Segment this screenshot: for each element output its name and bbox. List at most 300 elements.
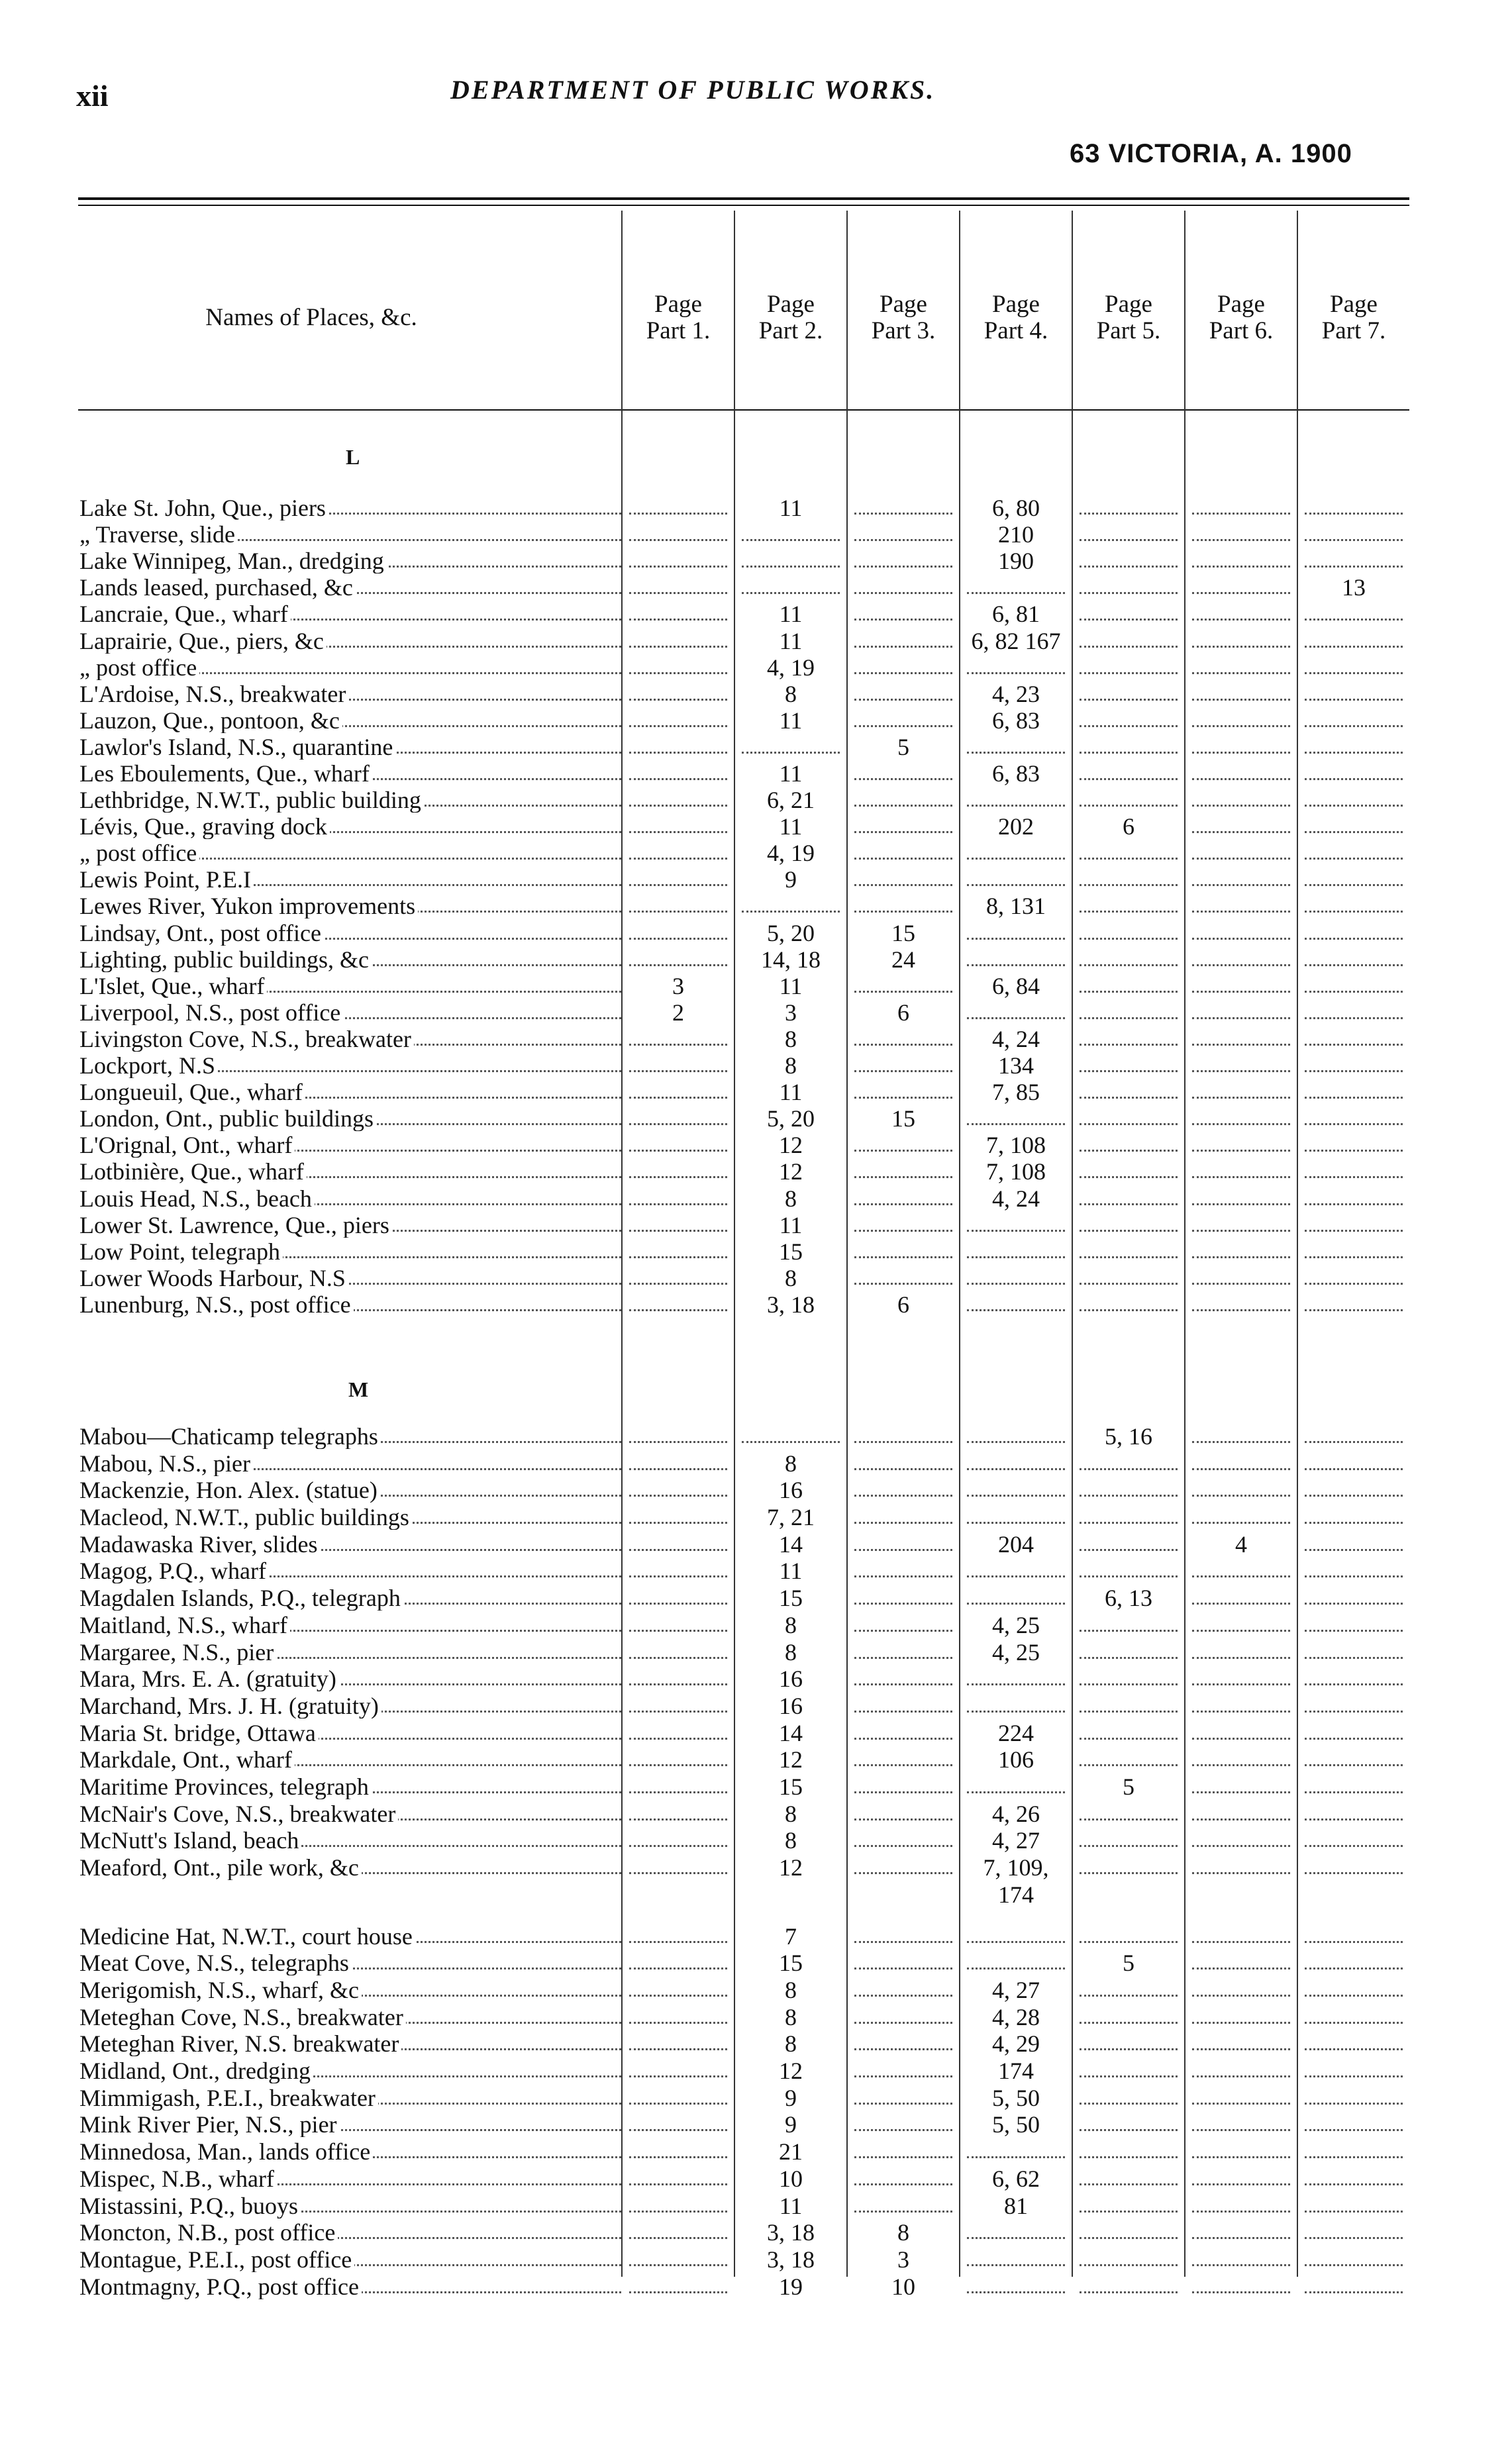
page-ref-part-7 bbox=[1299, 1801, 1408, 1826]
page-ref-part-4 bbox=[962, 2139, 1070, 2164]
index-row bbox=[0, 814, 1512, 839]
leader-dots bbox=[1080, 1764, 1178, 1766]
leader-dots bbox=[967, 1283, 1065, 1285]
page-ref-part-2: 8 bbox=[785, 1053, 797, 1078]
page-ref-part-6 bbox=[1187, 1266, 1295, 1291]
leader-dots bbox=[629, 592, 727, 594]
leader-dots bbox=[1305, 2129, 1403, 2131]
index-row bbox=[0, 1585, 1512, 1611]
leader-dots bbox=[1305, 566, 1403, 568]
page-ref-part-1 bbox=[624, 1801, 732, 1826]
page-ref-part-5 bbox=[1074, 2058, 1183, 2083]
index-row bbox=[0, 1159, 1512, 1184]
leader-dots bbox=[1080, 1845, 1178, 1847]
leader-dots bbox=[1080, 1995, 1178, 1997]
page-ref-part-7 bbox=[1299, 1106, 1408, 1131]
leader-dots bbox=[1192, 1657, 1290, 1659]
page-ref-part-5: 5 bbox=[1123, 1950, 1134, 1975]
page-ref-part-4: 210 bbox=[998, 522, 1034, 547]
leader-dots bbox=[1305, 1764, 1403, 1766]
place-name-text: „ post office bbox=[79, 655, 199, 680]
page-ref-part-3 bbox=[849, 2005, 958, 2030]
page-ref-part-5 bbox=[1074, 973, 1183, 999]
leader-dots bbox=[629, 1283, 727, 1285]
top-double-rule-a bbox=[78, 197, 1409, 200]
page-ref-part-6 bbox=[1187, 1159, 1295, 1184]
leader-dots bbox=[1305, 725, 1403, 727]
page-ref-part-4: 81 bbox=[1004, 2193, 1028, 2218]
page-ref-part-4 bbox=[962, 1424, 1070, 1449]
place-name bbox=[79, 921, 621, 946]
page-ref-part-4 bbox=[962, 1558, 1070, 1583]
page-ref-part-5 bbox=[1074, 708, 1183, 733]
leader-dots bbox=[629, 1097, 727, 1099]
page-ref-part-2 bbox=[736, 1424, 845, 1449]
page-ref-part-7 bbox=[1299, 787, 1408, 813]
page-ref-part-7 bbox=[1299, 1292, 1408, 1317]
place-name bbox=[79, 2220, 621, 2245]
leader-dots bbox=[1192, 2291, 1290, 2293]
place-name bbox=[79, 628, 621, 654]
leader-dots bbox=[1192, 752, 1290, 754]
leader-dots bbox=[1305, 1441, 1403, 1443]
leader-dots bbox=[1080, 672, 1178, 674]
page-ref-part-5: 6 bbox=[1123, 814, 1134, 839]
place-name-text: Montmagny, P.Q., post office bbox=[79, 2274, 362, 2299]
page-ref-part-1 bbox=[624, 1693, 732, 1719]
place-name bbox=[79, 1213, 621, 1238]
leader-dots bbox=[854, 2211, 952, 2213]
page-ref-part-3 bbox=[849, 1266, 958, 1291]
page-ref-part-6 bbox=[1187, 1026, 1295, 1052]
place-name bbox=[79, 522, 621, 547]
place-name-text: Les Eboulements, Que., wharf bbox=[79, 761, 372, 786]
leader-dots bbox=[1080, 1256, 1178, 1258]
page-ref-part-3 bbox=[849, 522, 958, 547]
page-ref-part-1 bbox=[624, 655, 732, 680]
page-ref-part-3 bbox=[849, 575, 958, 600]
column-header-part-6: Page Part 6. bbox=[1209, 291, 1274, 344]
leader-dots bbox=[629, 1995, 727, 1997]
place-name bbox=[79, 1882, 621, 1907]
place-name bbox=[79, 1292, 621, 1317]
page-ref-part-6 bbox=[1187, 708, 1295, 733]
place-name bbox=[79, 893, 621, 919]
page-ref-part-6 bbox=[1187, 2166, 1295, 2191]
page-ref-part-6 bbox=[1187, 1774, 1295, 1799]
page-ref-part-4 bbox=[962, 1505, 1070, 1530]
page-ref-part-2: 5, 20 bbox=[767, 1106, 815, 1131]
page-ref-part-4 bbox=[962, 1292, 1070, 1317]
leader-dots bbox=[854, 1764, 952, 1766]
leader-dots bbox=[629, 699, 727, 701]
place-name-text: L'Islet, Que., wharf bbox=[79, 973, 267, 999]
page-ref-part-5 bbox=[1074, 947, 1183, 972]
leader-dots bbox=[629, 2022, 727, 2024]
place-name-text: McNutt's Island, beach bbox=[79, 1828, 301, 1853]
place-name bbox=[79, 1186, 621, 1211]
page-ref-part-4 bbox=[962, 1266, 1070, 1291]
page-ref-part-4: 8, 131 bbox=[986, 893, 1046, 919]
leader-dots bbox=[1080, 1941, 1178, 1943]
page-ref-part-7 bbox=[1299, 2058, 1408, 2083]
leader-dots bbox=[854, 2022, 952, 2024]
page-ref-part-1 bbox=[624, 1053, 732, 1078]
leader-dots bbox=[1080, 2264, 1178, 2266]
index-row bbox=[0, 761, 1512, 786]
page-ref-part-5 bbox=[1074, 548, 1183, 573]
page-ref-part-1: 3 bbox=[672, 973, 684, 999]
leader-dots bbox=[1305, 911, 1403, 913]
page-ref-part-5 bbox=[1074, 628, 1183, 654]
leader-dots bbox=[854, 1070, 952, 1072]
leader-dots bbox=[1080, 1872, 1178, 1874]
leader-dots bbox=[854, 1630, 952, 1632]
leader-dots bbox=[1192, 1070, 1290, 1072]
page-ref-part-1 bbox=[624, 1505, 732, 1530]
leader-dots bbox=[629, 1818, 727, 1820]
page-ref-part-1 bbox=[624, 2005, 732, 2030]
page-ref-part-6 bbox=[1187, 2058, 1295, 2083]
leader-dots bbox=[854, 1522, 952, 1524]
page-ref-part-4 bbox=[962, 1213, 1070, 1238]
page-ref-part-5 bbox=[1074, 1000, 1183, 1025]
leader-dots bbox=[1080, 646, 1178, 648]
leader-dots bbox=[629, 672, 727, 674]
place-name-text: Lands leased, purchased, &c bbox=[79, 575, 356, 600]
page-ref-part-5 bbox=[1074, 1106, 1183, 1131]
leader-dots bbox=[1305, 1283, 1403, 1285]
page-ref-part-4 bbox=[962, 1106, 1070, 1131]
page-ref-part-2 bbox=[736, 734, 845, 760]
page-ref-part-1 bbox=[624, 2085, 732, 2111]
page-ref-part-2: 8 bbox=[785, 2031, 797, 2056]
page-ref-part-7 bbox=[1299, 1774, 1408, 1799]
leader-dots bbox=[1305, 1150, 1403, 1152]
leader-dots bbox=[1192, 964, 1290, 966]
page-ref-part-7 bbox=[1299, 2220, 1408, 2245]
place-name-text: Louis Head, N.S., beach bbox=[79, 1186, 315, 1211]
page-ref-part-5 bbox=[1074, 522, 1183, 547]
column-header-part-4: Page Part 4. bbox=[983, 291, 1048, 344]
leader-dots bbox=[1080, 1230, 1178, 1232]
leader-dots bbox=[742, 911, 840, 913]
page-ref-part-7 bbox=[1299, 1505, 1408, 1530]
leader-dots bbox=[629, 1123, 727, 1125]
place-name-text: Lockport, N.S bbox=[79, 1053, 218, 1078]
index-row bbox=[0, 522, 1512, 547]
leader-dots bbox=[742, 539, 840, 541]
page-ref-part-4: 174 bbox=[998, 2058, 1034, 2083]
page-ref-part-2: 12 bbox=[779, 2058, 803, 2083]
page-ref-part-6 bbox=[1187, 1477, 1295, 1503]
page-ref-part-6 bbox=[1187, 522, 1295, 547]
page-ref-part-7 bbox=[1299, 1585, 1408, 1611]
leader-dots bbox=[854, 778, 952, 780]
leader-dots bbox=[1192, 1968, 1290, 1969]
page-ref-part-7 bbox=[1299, 522, 1408, 547]
page-ref-part-1 bbox=[624, 628, 732, 654]
leader-dots bbox=[1305, 1495, 1403, 1497]
page-ref-part-1 bbox=[624, 1585, 732, 1611]
column-header-part-5: Page Part 5. bbox=[1096, 291, 1161, 344]
page-ref-part-7 bbox=[1299, 947, 1408, 972]
index-row bbox=[0, 893, 1512, 919]
page-ref-part-2: 5, 20 bbox=[767, 921, 815, 946]
place-name-text: Lethbridge, N.W.T., public building bbox=[79, 787, 424, 813]
page-ref-part-3 bbox=[849, 681, 958, 707]
page-ref-part-2: 12 bbox=[779, 1855, 803, 1880]
leader-dots bbox=[1192, 1468, 1290, 1470]
place-name bbox=[79, 1505, 621, 1530]
place-name-text: Maria St. bridge, Ottawa bbox=[79, 1720, 319, 1746]
place-name-text: Moncton, N.B., post office bbox=[79, 2220, 338, 2245]
page-ref-part-1 bbox=[624, 1451, 732, 1476]
leader-dots bbox=[854, 1683, 952, 1685]
leader-dots bbox=[1305, 1818, 1403, 1820]
page-ref-part-7 bbox=[1299, 2274, 1408, 2299]
place-name bbox=[79, 1720, 621, 1746]
page-ref-part-2: 8 bbox=[785, 1828, 797, 1853]
place-name-text: Magog, P.Q., wharf bbox=[79, 1558, 269, 1583]
page-ref-part-5 bbox=[1074, 2005, 1183, 2030]
page-ref-part-5 bbox=[1074, 1026, 1183, 1052]
leader-dots bbox=[967, 1683, 1065, 1685]
page-ref-part-4: 190 bbox=[998, 548, 1034, 573]
leader-dots bbox=[1192, 2022, 1290, 2024]
column-header-part-1: Page Part 1. bbox=[646, 291, 711, 344]
page-ref-part-5 bbox=[1074, 1053, 1183, 1078]
page-ref-part-1 bbox=[624, 1477, 732, 1503]
page-ref-part-3 bbox=[849, 787, 958, 813]
leader-dots bbox=[1305, 938, 1403, 940]
place-name bbox=[79, 947, 621, 972]
leader-dots bbox=[1080, 1017, 1178, 1019]
page-ref-part-3: 24 bbox=[891, 947, 915, 972]
leader-dots bbox=[854, 2156, 952, 2158]
leader-dots bbox=[629, 1603, 727, 1605]
leader-dots bbox=[854, 725, 952, 727]
page-ref-part-4: 4, 29 bbox=[992, 2031, 1040, 2056]
place-name bbox=[79, 548, 621, 573]
leader-dots bbox=[1080, 1150, 1178, 1152]
page-ref-part-2: 15 bbox=[779, 1950, 803, 1975]
leader-dots bbox=[1305, 752, 1403, 754]
leader-dots bbox=[967, 2156, 1065, 2158]
index-row bbox=[0, 2112, 1512, 2137]
leader-dots bbox=[629, 1441, 727, 1443]
page-ref-part-5 bbox=[1074, 1693, 1183, 1719]
page-ref-part-4 bbox=[962, 1950, 1070, 1975]
index-row bbox=[0, 1000, 1512, 1025]
page-ref-part-3 bbox=[849, 2139, 958, 2164]
leader-dots bbox=[1080, 699, 1178, 701]
page-ref-part-6 bbox=[1187, 1558, 1295, 1583]
leader-dots bbox=[1192, 1872, 1290, 1874]
page-ref-part-5 bbox=[1074, 1977, 1183, 2003]
place-name-text: Macleod, N.W.T., public buildings bbox=[79, 1505, 412, 1530]
leader-dots bbox=[1080, 1176, 1178, 1178]
page-ref-part-1 bbox=[624, 2031, 732, 2056]
leader-dots bbox=[629, 725, 727, 727]
page-ref-part-7 bbox=[1299, 601, 1408, 626]
page-ref-part-7 bbox=[1299, 1079, 1408, 1105]
page-ref-part-6 bbox=[1187, 2193, 1295, 2218]
leader-dots bbox=[1305, 1230, 1403, 1232]
leader-dots bbox=[1305, 1845, 1403, 1847]
index-row bbox=[0, 1079, 1512, 1105]
place-name-text: Laprairie, Que., piers, &c bbox=[79, 628, 327, 654]
leader-dots bbox=[854, 513, 952, 515]
leader-dots bbox=[1080, 725, 1178, 727]
page-ref-part-6 bbox=[1187, 1720, 1295, 1746]
index-row bbox=[0, 1828, 1512, 1853]
page-ref-part-1 bbox=[624, 1977, 732, 2003]
leader-dots bbox=[854, 1097, 952, 1099]
page-ref-part-7 bbox=[1299, 2139, 1408, 2164]
page-ref-part-6: 4 bbox=[1235, 1532, 1247, 1557]
leader-dots bbox=[1305, 1044, 1403, 1046]
place-name-text: Lower St. Lawrence, Que., piers bbox=[79, 1213, 392, 1238]
page-ref-part-5 bbox=[1074, 1828, 1183, 1853]
page-ref-part-6 bbox=[1187, 867, 1295, 892]
session-year: 63 VICTORIA, A. 1900 bbox=[1070, 139, 1352, 168]
page-ref-part-6 bbox=[1187, 734, 1295, 760]
leader-dots bbox=[629, 1738, 727, 1740]
place-name-text: Lancraie, Que., wharf bbox=[79, 601, 291, 626]
leader-dots bbox=[1080, 1097, 1178, 1099]
leader-dots bbox=[854, 911, 952, 913]
leader-dots bbox=[1305, 1968, 1403, 1969]
place-name-text: Longueuil, Que., wharf bbox=[79, 1079, 305, 1105]
leader-dots bbox=[1192, 858, 1290, 860]
leader-dots bbox=[967, 805, 1065, 807]
place-name-text: Maritime Provinces, telegraph bbox=[79, 1774, 372, 1799]
page-ref-part-1 bbox=[624, 840, 732, 866]
leader-dots bbox=[854, 1995, 952, 1997]
leader-dots bbox=[1305, 2156, 1403, 2158]
page-ref-part-3 bbox=[849, 2031, 958, 2056]
page-ref-part-3 bbox=[849, 548, 958, 573]
page-ref-part-7 bbox=[1299, 1532, 1408, 1557]
page-ref-part-7 bbox=[1299, 921, 1408, 946]
page-ref-part-3 bbox=[849, 1924, 958, 1949]
page-ref-part-2: 6, 21 bbox=[767, 787, 815, 813]
place-name bbox=[79, 1828, 621, 1853]
leader-dots bbox=[629, 911, 727, 913]
leader-dots bbox=[1305, 1522, 1403, 1524]
leader-dots bbox=[854, 831, 952, 833]
page-ref-part-3 bbox=[849, 1424, 958, 1449]
page-ref-part-7 bbox=[1299, 2085, 1408, 2111]
page-ref-part-7 bbox=[1299, 1239, 1408, 1264]
leader-dots bbox=[854, 2103, 952, 2105]
page-ref-part-3: 10 bbox=[891, 2274, 915, 2299]
leader-dots bbox=[1080, 2211, 1178, 2213]
leader-dots bbox=[629, 1230, 727, 1232]
leader-dots bbox=[742, 752, 840, 754]
leader-dots bbox=[1305, 1203, 1403, 1205]
leader-dots bbox=[1192, 1256, 1290, 1258]
leader-dots bbox=[1080, 1203, 1178, 1205]
page-ref-part-2: 7, 21 bbox=[767, 1505, 815, 1530]
page-ref-part-2: 11 bbox=[779, 1079, 803, 1105]
page-ref-part-3 bbox=[849, 1477, 958, 1503]
page-ref-part-2: 21 bbox=[779, 2139, 803, 2164]
place-name bbox=[79, 495, 621, 521]
page-ref-part-1 bbox=[624, 787, 732, 813]
leader-dots bbox=[1192, 938, 1290, 940]
page-ref-part-5 bbox=[1074, 1292, 1183, 1317]
page-ref-part-4 bbox=[962, 921, 1070, 946]
page-ref-part-4: 4, 27 bbox=[992, 1828, 1040, 1853]
index-row bbox=[0, 921, 1512, 946]
page-ref-part-7 bbox=[1299, 2005, 1408, 2030]
leader-dots bbox=[1305, 1123, 1403, 1125]
leader-dots bbox=[1192, 699, 1290, 701]
page-ref-part-7 bbox=[1299, 1132, 1408, 1158]
index-row bbox=[0, 1977, 1512, 2003]
leader-dots bbox=[1305, 991, 1403, 993]
leader-dots bbox=[629, 938, 727, 940]
page-ref-part-7 bbox=[1299, 734, 1408, 760]
place-name-text: „ post office bbox=[79, 840, 199, 866]
place-name bbox=[79, 1666, 621, 1691]
index-row bbox=[0, 947, 1512, 972]
leader-dots bbox=[1305, 2048, 1403, 2050]
page-ref-part-5: 6, 13 bbox=[1105, 1585, 1152, 1611]
leader-dots bbox=[1192, 1441, 1290, 1443]
leader-dots bbox=[1192, 646, 1290, 648]
page-ref-part-6 bbox=[1187, 655, 1295, 680]
index-row bbox=[0, 708, 1512, 733]
page-ref-part-3: 3 bbox=[897, 2247, 909, 2272]
leader-dots bbox=[1305, 1097, 1403, 1099]
page-ref-part-1 bbox=[624, 1186, 732, 1211]
leader-dots bbox=[629, 2183, 727, 2185]
page-ref-part-2: 11 bbox=[779, 1213, 803, 1238]
page-ref-part-3 bbox=[849, 1666, 958, 1691]
leader-dots bbox=[1080, 752, 1178, 754]
page-ref-part-1 bbox=[624, 2193, 732, 2218]
page-ref-part-3 bbox=[849, 1132, 958, 1158]
page-ref-part-4 bbox=[962, 2274, 1070, 2299]
page-ref-part-6 bbox=[1187, 787, 1295, 813]
page-ref-part-5 bbox=[1074, 655, 1183, 680]
leader-dots bbox=[1305, 1711, 1403, 1713]
place-name bbox=[79, 734, 621, 760]
leader-dots bbox=[1080, 619, 1178, 621]
index-row bbox=[0, 1613, 1512, 1638]
page-ref-part-5 bbox=[1074, 1801, 1183, 1826]
page-ref-part-5 bbox=[1074, 1239, 1183, 1264]
place-name-text: Minnedosa, Man., lands office bbox=[79, 2139, 373, 2164]
page-ref-part-1 bbox=[624, 495, 732, 521]
leader-dots bbox=[1192, 2264, 1290, 2266]
page-ref-part-1 bbox=[624, 1266, 732, 1291]
page-ref-part-7 bbox=[1299, 495, 1408, 521]
index-row bbox=[0, 2005, 1512, 2030]
page-ref-part-2: 8 bbox=[785, 1266, 797, 1291]
page-ref-part-4 bbox=[962, 1477, 1070, 1503]
page-ref-part-5 bbox=[1074, 1747, 1183, 1772]
page-ref-part-7 bbox=[1299, 1053, 1408, 1078]
leader-dots bbox=[629, 1044, 727, 1046]
leader-dots bbox=[742, 566, 840, 568]
leader-dots bbox=[967, 2237, 1065, 2239]
leader-dots bbox=[1192, 2183, 1290, 2185]
leader-dots bbox=[1192, 1791, 1290, 1793]
